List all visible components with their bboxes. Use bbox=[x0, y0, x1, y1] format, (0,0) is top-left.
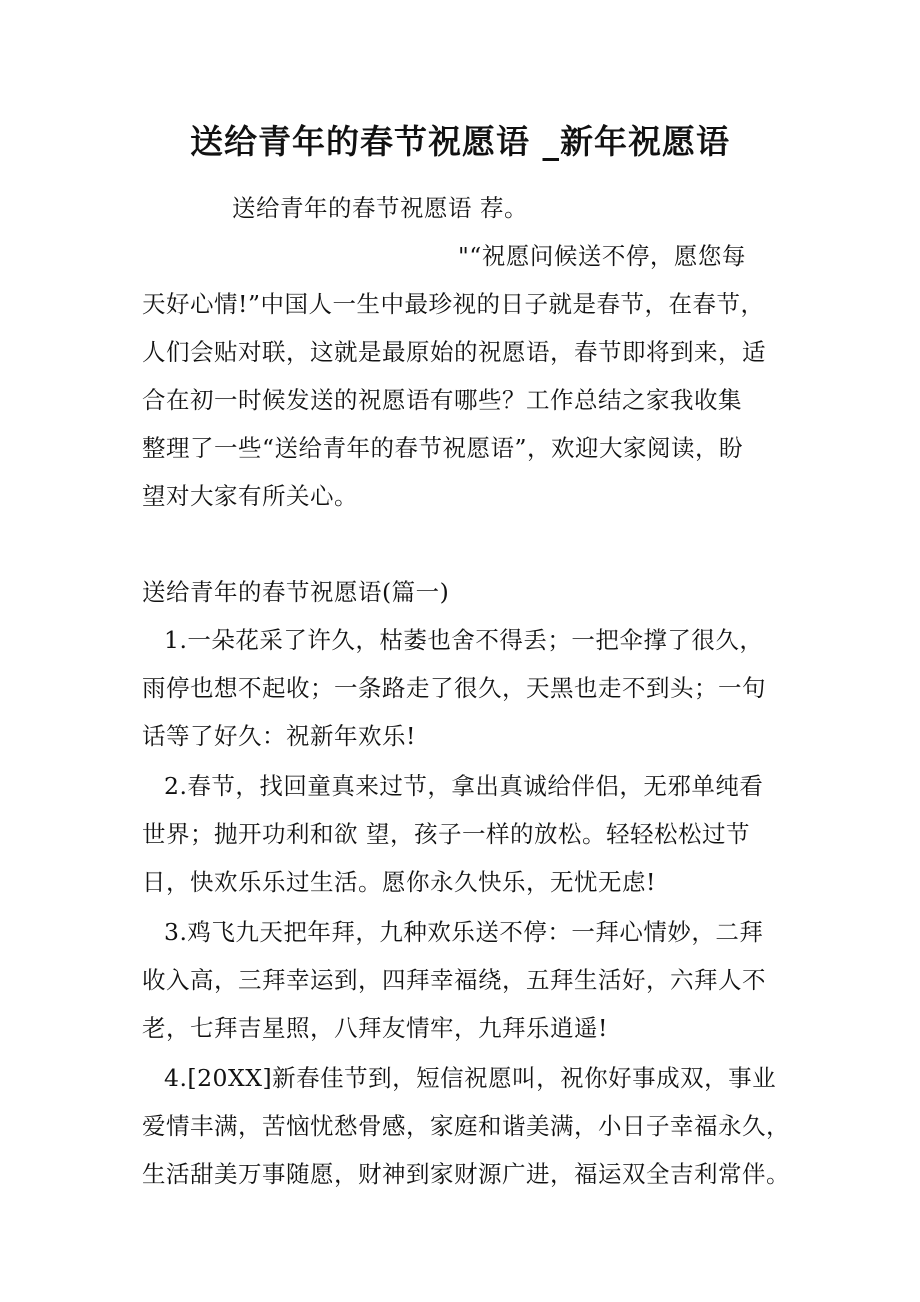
intro-line: 天好心情!”中国人一生中最珍视的日子就是春节，在春节， bbox=[142, 290, 765, 318]
item-line: 1.一朵花采了许久，枯萎也舍不得丢；一把伞撑了很久， bbox=[164, 626, 764, 654]
item-line: 4.[20XX]新春佳节到，短信祝愿叫，祝你好事成双，事业 bbox=[164, 1064, 777, 1092]
intro-line: "“祝愿问候送不停，愿您每 bbox=[458, 242, 746, 270]
intro-line: 人们会贴对联，这就是最原始的祝愿语，春节即将到来，适 bbox=[142, 338, 766, 366]
item-line: 世界；抛开功利和欲 望，孩子一样的放松。轻轻松松过节 bbox=[142, 820, 750, 848]
item-line: 雨停也想不起收；一条路走了很久，天黑也走不到头；一句 bbox=[142, 674, 766, 702]
item-line: 老，七拜吉星照，八拜友情牢，九拜乐逍遥! bbox=[142, 1014, 608, 1042]
item-line: 2.春节，找回童真来过节，拿出真诚给伴侣，无邪单纯看 bbox=[164, 772, 764, 800]
item-line: 话等了好久：祝新年欢乐! bbox=[142, 722, 416, 750]
item-line: 收入高，三拜幸运到，四拜幸福绕，五拜生活好，六拜人不 bbox=[142, 966, 766, 994]
item-line: 爱情丰满，苦恼忧愁骨感，家庭和谐美满，小日子幸福永久， bbox=[142, 1112, 790, 1140]
intro-line: 合在初一时候发送的祝愿语有哪些？工作总结之家我收集 bbox=[142, 386, 742, 414]
item-line: 生活甜美万事随愿，财神到家财源广进，福运双全吉利常伴。 bbox=[142, 1160, 790, 1188]
item-line: 日，快欢乐乐过生活。愿你永久快乐，无忧无虑! bbox=[142, 868, 656, 896]
subtitle-line: 送给青年的春节祝愿语 荐。 bbox=[232, 194, 528, 222]
section-heading: 送给青年的春节祝愿语(篇一) bbox=[142, 578, 450, 606]
document-title: 送给青年的春节祝愿语 _新年祝愿语 bbox=[190, 122, 730, 161]
item-line: 3.鸡飞九天把年拜，九种欢乐送不停：一拜心情妙，二拜 bbox=[164, 918, 764, 946]
intro-line: 望对大家有所关心。 bbox=[142, 482, 358, 510]
intro-line: 整理了一些“送给青年的春节祝愿语”，欢迎大家阅读，盼 bbox=[142, 434, 744, 462]
